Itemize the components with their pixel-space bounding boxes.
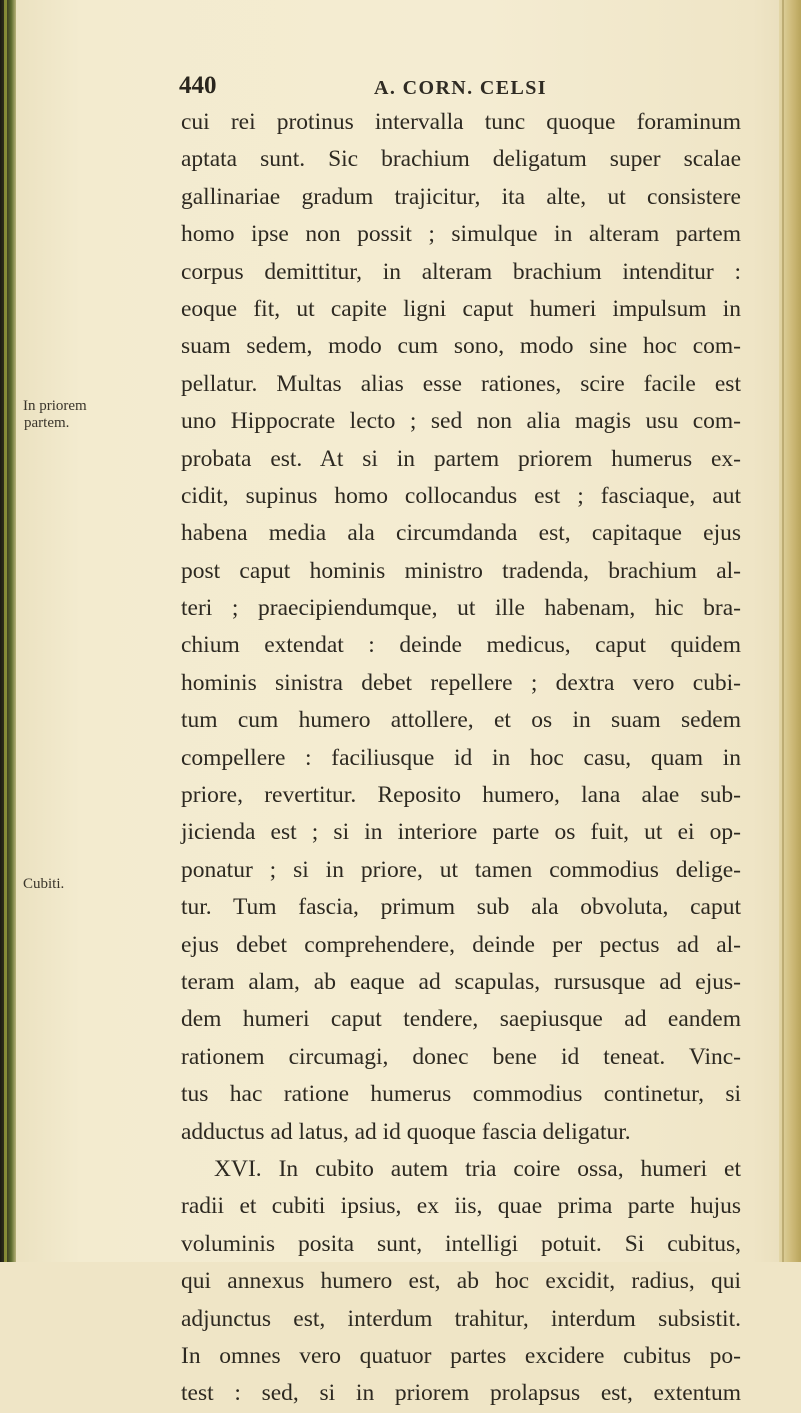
text-line: teri ; praecipiendumque, ut ille habenam, hic bra- <box>181 595 741 622</box>
text-line: compellere : faciliusque id in hoc casu, quam in <box>181 744 741 771</box>
text-line: chium extendat : deinde medicus, caput quidem <box>181 632 741 659</box>
page-number: 440 <box>179 72 217 99</box>
text-line: qui annexus humero est, ab hoc excidit, radius, qui <box>181 1268 741 1295</box>
page-header <box>179 72 739 102</box>
running-head: A. CORN. CELSI <box>374 77 547 99</box>
text-line: rationem circumagi, donec bene id teneat. Vinc- <box>181 1043 741 1070</box>
text-line: priore, revertitur. Reposito humero, lana alae sub- <box>181 782 741 809</box>
text-line: adductus ad latus, ad id quoque fascia deligatur. <box>181 1118 631 1145</box>
margin-note-line: Cubiti. <box>23 876 65 892</box>
text-line: In omnes vero quatuor partes excidere cubitus po- <box>181 1342 741 1369</box>
text-line: teram alam, ab eaque ad scapulas, rursusque ad ejus- <box>181 968 741 995</box>
margin-note-line: partem. <box>24 415 70 431</box>
text-line: uno Hippocrate lecto ; sed non alia magis usu com- <box>181 408 741 435</box>
text-line: cui rei protinus intervalla tunc quoque foraminum <box>181 109 741 135</box>
text-line: cidit, supinus homo collocandus est ; fasciaque, aut <box>181 482 741 509</box>
margin-note-in-priorem <box>23 398 87 432</box>
text-line: tum cum humero attollere, et os in suam sedem <box>181 707 741 734</box>
text-line: ponatur ; si in priore, ut tamen commodius delige- <box>181 856 741 883</box>
text-line: aptata sunt. Sic brachium deligatum super scalae <box>181 146 741 173</box>
margin-note-cubiti <box>23 876 64 893</box>
text-line: tur. Tum fascia, primum sub ala obvoluta, caput <box>181 894 741 921</box>
margin-note-line: In priorem <box>23 398 87 414</box>
text-line: post caput hominis ministro tradenda, brachium al- <box>181 557 741 584</box>
text-line: radii et cubiti ipsius, ex iis, quae prima parte hujus <box>181 1193 741 1220</box>
text-line: suam sedem, modo cum sono, modo sine hoc com- <box>181 333 741 360</box>
text-line: corpus demittitur, in alteram brachium intenditur : <box>181 258 741 285</box>
text-line: tus hac ratione humerus commodius continetur, si <box>181 1081 741 1108</box>
text-line: voluminis posita sunt, intelligi potuit. Si cubitus, <box>181 1230 741 1257</box>
page-edge-right <box>779 0 801 1262</box>
text-line: jicienda est ; si in interiore parte os fuit, ut ei op- <box>181 819 741 846</box>
text-line: eoque fit, ut capite ligni caput humeri impulsum in <box>181 295 741 322</box>
text-line: dem humeri caput tendere, saepiusque ad eandem <box>181 1006 741 1033</box>
body-text <box>181 104 741 1413</box>
text-line: XVI. In cubito autem tria coire ossa, humeri et <box>214 1155 741 1182</box>
text-line: test : sed, si in priorem prolapsus est, extentum <box>181 1380 741 1407</box>
text-line: habena media ala circumdanda est, capitaque ejus <box>181 520 741 547</box>
text-line: pellatur. Multas alias esse rationes, scire facile est <box>181 370 741 397</box>
text-line: gallinariae gradum trajicitur, ita alte, ut consistere <box>181 183 741 210</box>
text-line: probata est. At si in partem priorem humerus ex- <box>181 445 741 472</box>
text-line: hominis sinistra debet repellere ; dextra vero cubi- <box>181 669 741 696</box>
text-line: adjunctus est, interdum trahitur, interdum subsistit. <box>181 1305 741 1332</box>
text-line: homo ipse non possit ; simulque in alteram partem <box>181 221 741 248</box>
text-line: ejus debet comprehendere, deinde per pectus ad al- <box>181 931 741 958</box>
book-binding-edge <box>0 0 16 1262</box>
